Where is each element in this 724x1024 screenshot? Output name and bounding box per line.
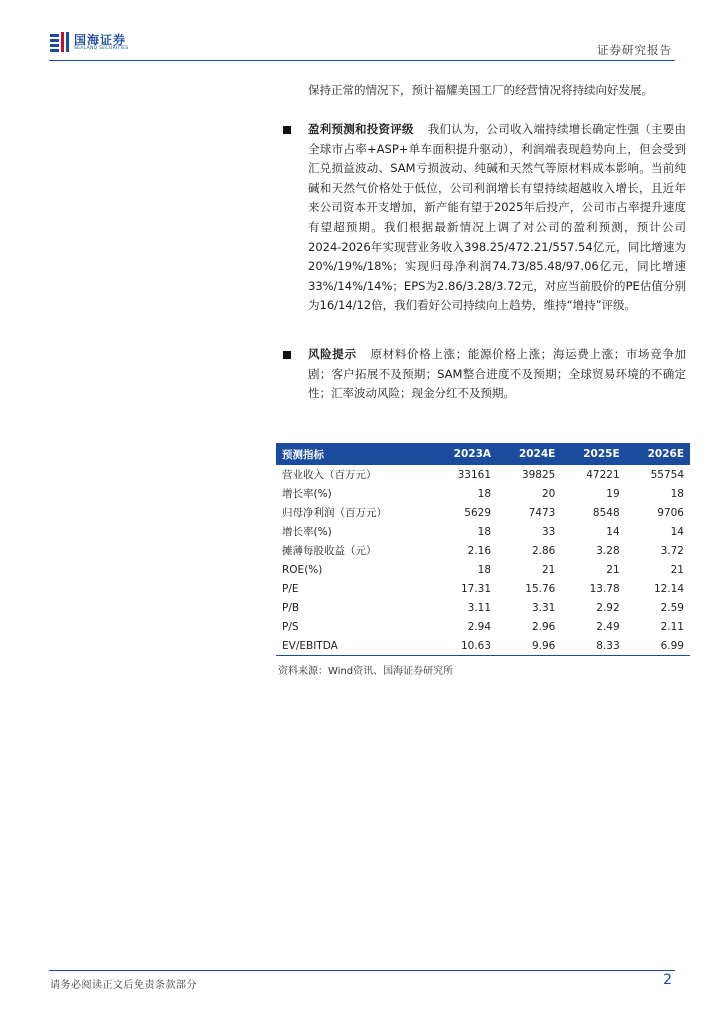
column-header: 预测指标 bbox=[276, 443, 431, 465]
sealand-logo-icon bbox=[49, 31, 71, 53]
table-cell: 6.99 bbox=[626, 636, 690, 656]
table-cell: 2.59 bbox=[660, 601, 684, 614]
table-cell: 3.28 bbox=[596, 544, 620, 557]
table-cell: 12.14 bbox=[653, 582, 684, 595]
table-cell: 18 bbox=[477, 487, 492, 500]
table-cell: 2.16 bbox=[467, 544, 492, 557]
row-label: 摊薄每股收益（元） bbox=[282, 545, 377, 557]
table-row bbox=[276, 465, 690, 484]
report-type-label: 证券研究报告 bbox=[597, 43, 672, 57]
table-row bbox=[276, 579, 690, 598]
logo-chinese-name: 国海证券 bbox=[74, 33, 127, 47]
risk-section bbox=[308, 345, 686, 404]
table-cell: 13.78 bbox=[589, 582, 620, 595]
column-header: 2023A bbox=[431, 443, 497, 465]
table-cell: 18 bbox=[477, 563, 492, 576]
profit-forecast-section bbox=[308, 120, 686, 316]
table-header-row bbox=[276, 443, 690, 465]
table-cell: 2.11 bbox=[660, 620, 684, 633]
table-cell: 10.63 bbox=[431, 636, 497, 656]
table-cell: 21 bbox=[541, 563, 556, 576]
column-header: 2026E bbox=[626, 443, 690, 465]
table-cell: 2.86 bbox=[531, 544, 556, 557]
table-cell: 21 bbox=[670, 563, 684, 576]
company-logo bbox=[49, 31, 139, 55]
table-cell: 3.11 bbox=[467, 601, 492, 614]
table-cell: 21 bbox=[606, 563, 620, 576]
section-bullet-icon bbox=[283, 126, 291, 134]
profit-forecast-title: 盈利预测和投资评级 bbox=[308, 122, 414, 136]
row-label: 增长率(%) bbox=[282, 488, 332, 500]
table-cell: 8548 bbox=[592, 506, 620, 519]
row-label: 营业收入（百万元） bbox=[282, 469, 377, 481]
table-cell: 8.33 bbox=[561, 636, 625, 656]
page-number: 2 bbox=[663, 972, 672, 988]
column-header: 2024E bbox=[497, 443, 561, 465]
table-cell: 2.94 bbox=[467, 620, 492, 633]
table-cell: 14 bbox=[606, 525, 620, 538]
table-row bbox=[276, 636, 690, 656]
row-label: ROE(%) bbox=[282, 563, 323, 576]
row-label: P/S bbox=[282, 620, 299, 633]
table-cell: 2.96 bbox=[531, 620, 556, 633]
table-row bbox=[276, 541, 690, 560]
table-source-note: 资料来源：Wind资讯、国海证券研究所 bbox=[278, 666, 454, 677]
row-label: EV/EBITDA bbox=[276, 636, 431, 656]
logo-english-name: SEALAND SECURITIES bbox=[74, 46, 129, 51]
table-row bbox=[276, 522, 690, 541]
table-cell: 9.96 bbox=[497, 636, 561, 656]
table-cell: 20 bbox=[541, 487, 556, 500]
table-cell: 17.31 bbox=[460, 582, 492, 595]
page-header bbox=[0, 0, 724, 62]
table-row bbox=[276, 560, 690, 579]
table-cell: 3.31 bbox=[531, 601, 556, 614]
row-label: P/B bbox=[282, 601, 300, 614]
table-row bbox=[276, 503, 690, 522]
table-cell: 2.92 bbox=[596, 601, 620, 614]
table-cell: 39825 bbox=[521, 468, 556, 481]
table-row bbox=[276, 484, 690, 503]
footer-disclaimer: 请务必阅读正文后免责条款部分 bbox=[50, 980, 197, 991]
table-cell: 33 bbox=[541, 525, 556, 538]
table-cell: 7473 bbox=[528, 506, 556, 519]
row-label: 增长率(%) bbox=[282, 526, 332, 538]
table-cell: 33161 bbox=[457, 468, 492, 481]
table-row bbox=[276, 617, 690, 636]
row-label: P/E bbox=[282, 582, 299, 595]
table-cell: 14 bbox=[670, 525, 684, 538]
table-cell: 9706 bbox=[657, 506, 684, 519]
risk-title: 风险提示 bbox=[308, 347, 357, 361]
column-header: 2025E bbox=[561, 443, 625, 465]
table-cell: 2.49 bbox=[596, 620, 620, 633]
table-row bbox=[276, 598, 690, 617]
header-divider bbox=[49, 60, 675, 61]
forecast-table bbox=[276, 443, 690, 656]
table-cell: 5629 bbox=[464, 506, 492, 519]
table-cell: 47221 bbox=[586, 468, 620, 481]
table-cell: 18 bbox=[670, 487, 684, 500]
section-bullet-icon bbox=[283, 351, 291, 359]
table-cell: 3.72 bbox=[660, 544, 684, 557]
table-cell: 15.76 bbox=[525, 582, 556, 595]
footer-divider bbox=[49, 970, 675, 971]
table-cell: 19 bbox=[606, 487, 620, 500]
table-cell: 55754 bbox=[650, 468, 684, 481]
profit-forecast-text: 我们认为，公司收入端持续增长确定性强（主要由全球市占率+ASP+单车面积提升驱动），利润端表现趋势向上，但会受到汇兑损益波动、SAM亏损波动、纯碱和天然气等原材料成本影响。当前纯碱和天然气价格处于低位，公司利润增长有望持续超越收入增长，且近年来公司资本开支增加，新产能有望于2025年后投产，公司市占率提升速度有望超预期。我们根据最新情况上调了对公司的盈利预测，预计公司2024-2026年实现营业务收入398.25/472.21/557.54亿元，同比增速为20%/19%/18%；实现归母净利润74.73/85.48/97.06亿元，同比增速33%/14%/14%；EPS为2.86/3.28/3.72元，对应当前股价的PE估值分别为16/14/12倍，我们看好公司持续向上趋势，维持“增持”评级。 bbox=[308, 122, 686, 313]
row-label: 归母净利润（百万元） bbox=[282, 507, 387, 519]
table-cell: 18 bbox=[477, 525, 492, 538]
risk-text: 原材料价格上涨；能源价格上涨；海运费上涨；市场竞争加剧；客户拓展不及预期；SAM整合进度不及预期；全球贸易环境的不确定性；汇率波动风险；现金分红不及预期。 bbox=[308, 347, 687, 401]
continuation-paragraph: 保持正常的情况下，预计福耀美国工厂的经营情况将持续向好发展。 bbox=[308, 83, 653, 97]
